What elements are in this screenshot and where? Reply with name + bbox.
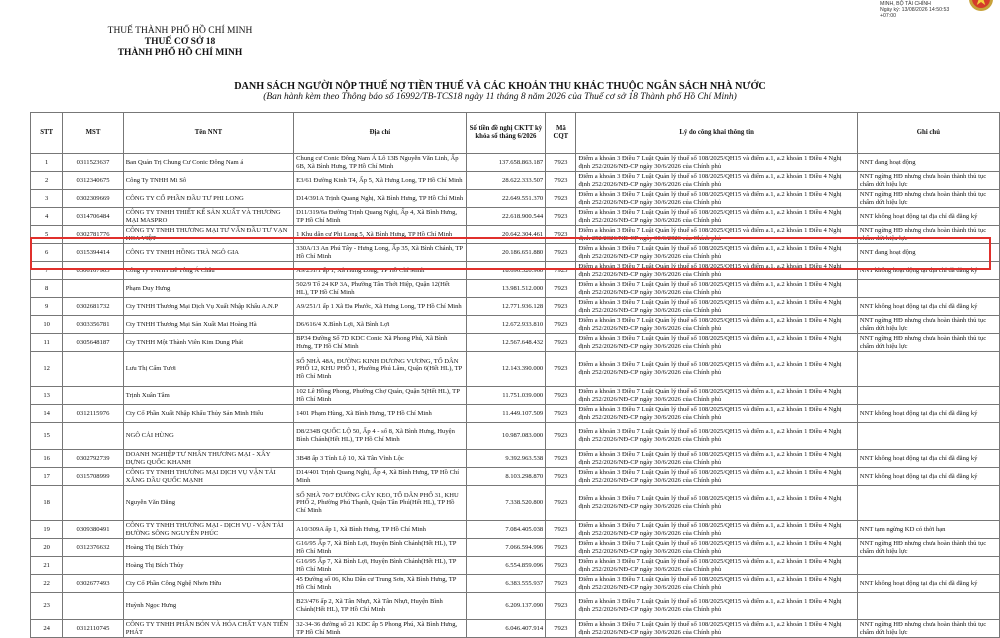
cell-note	[857, 387, 999, 405]
cell-address: E3/61 Đường Kinh T4, Ấp 5, Xã Hưng Long, TP Hồ Chí Minh	[294, 172, 466, 190]
cell-address: 45 Đường số 06, Khu Dân cư Trung Sơn, Xã Bình Hưng, TP Hồ Chí Minh	[294, 575, 466, 593]
cell-name: Ban Quản Trị Chung Cư Conic Đông Nam á	[123, 154, 293, 172]
cell-note: NNT ngừng HĐ nhưng chưa hoàn thành thủ tục chấm dứt hiệu lực	[857, 190, 999, 208]
table-row	[31, 593, 1000, 620]
cell-cqt: 7923	[546, 316, 576, 334]
cell-mst: 0312110745	[63, 620, 123, 638]
cell-name: Huỳnh Ngọc Hưng	[123, 593, 293, 620]
cell-stt: 3	[31, 190, 63, 208]
cell-cqt: 7923	[546, 521, 576, 539]
cell-note: NNT ngừng HĐ nhưng chưa hoàn thành thủ tục chấm dứt hiệu lực	[857, 334, 999, 352]
cell-reason: Điểm a khoản 3 Điều 7 Luật Quản lý thuế số 108/2025/QH15 và điểm a.1, a.2 khoản 1 Điều 4 Nghị định 252/2026/NĐ-CP ngày 30/6/2026 của Chính phủ	[576, 557, 857, 575]
cell-reason: Điểm a khoản 3 Điều 7 Luật Quản lý thuế số 108/2025/QH15 và điểm a.1, a.2 khoản 1 Điều 4 Nghị định 252/2026/NĐ-CP ngày 30/6/2026 của Chính phủ	[576, 334, 857, 352]
table-header-row	[31, 113, 1000, 154]
cell-reason: Điểm a khoản 3 Điều 7 Luật Quản lý thuế số 108/2025/QH15 và điểm a.1, a.2 khoản 1 Điều 4 Nghị định 252/2026/NĐ-CP ngày 30/6/2026 của Chính phủ	[576, 298, 857, 316]
cell-address: A10/309A ấp 1, Xã Bình Hưng, TP Hồ Chí Minh	[294, 521, 466, 539]
cell-cqt: 7923	[546, 226, 576, 244]
issuing-agency	[80, 26, 280, 59]
cell-stt: 23	[31, 593, 63, 620]
cell-name: NGÔ CẢI HÙNG	[123, 423, 293, 450]
cell-mst	[63, 593, 123, 620]
cell-mst: 0302792739	[63, 450, 123, 468]
cell-amount: 10.987.083.000	[466, 423, 546, 450]
cell-name: Hoàng Thị Bích Thủy	[123, 539, 293, 557]
cell-cqt: 7923	[546, 557, 576, 575]
cell-stt: 12	[31, 352, 63, 387]
cell-cqt: 7923	[546, 298, 576, 316]
col-address: Địa chỉ	[294, 113, 466, 154]
table-row	[31, 521, 1000, 539]
cell-amount: 11.751.039.000	[466, 387, 546, 405]
cell-name: Cty TNHH Thương Mại Sản Xuất Mai Hoàng Hà	[123, 316, 293, 334]
cell-mst: 0306167903	[63, 262, 123, 280]
cell-stt: 14	[31, 405, 63, 423]
cell-amount: 6.554.859.096	[466, 557, 546, 575]
document-title: DANH SÁCH NGƯỜI NỘP THUẾ NỢ TIỀN THUẾ VÀ CÁC KHOẢN THU KHÁC THUỘC NGÂN SÁCH NHÀ NƯỚC	[234, 81, 766, 92]
cell-cqt: 7923	[546, 262, 576, 280]
cell-reason: Điểm a khoản 3 Điều 7 Luật Quản lý thuế số 108/2025/QH15 và điểm a.1, a.2 khoản 1 Điều 4 Nghị định 252/2026/NĐ-CP ngày 30/6/2026 của Chính phủ	[576, 521, 857, 539]
cell-note: NNT không hoạt động tại địa chỉ đã đăng ký	[857, 575, 999, 593]
cell-address: 3B48 ấp 3 Tỉnh Lộ 10, Xã Tân Vĩnh Lộc	[294, 450, 466, 468]
cell-name: Nguyễn Văn Đẳng	[123, 486, 293, 521]
cell-cqt: 7923	[546, 423, 576, 450]
cell-address: 1401 Phạm Hùng, Xã Bình Hưng, TP Hồ Chí Minh	[294, 405, 466, 423]
cell-note: NNT ngừng HĐ nhưng chưa hoàn thành thủ tục chấm dứt hiệu lực	[857, 172, 999, 190]
cell-reason: Điểm a khoản 3 Điều 7 Luật Quản lý thuế số 108/2025/QH15 và điểm a.1, a.2 khoản 1 Điều 4 Nghị định 252/2026/NĐ-CP ngày 30/6/2026 của Chính phủ	[576, 208, 857, 226]
cell-cqt: 7923	[546, 172, 576, 190]
cell-amount: 12.143.390.000	[466, 352, 546, 387]
document-subtitle: (Ban hành kèm theo Thông báo số 16992/TB-TCS18 ngày 11 tháng 8 năm 2026 của Thuế cơ sở 18 Thành phố Hồ Chí Minh)	[263, 92, 737, 102]
cell-name: Trịnh Xuân Tâm	[123, 387, 293, 405]
cell-cqt: 7923	[546, 387, 576, 405]
cell-stt: 9	[31, 298, 63, 316]
cell-mst: 0314706484	[63, 208, 123, 226]
cell-amount: 20.642.304.461	[466, 226, 546, 244]
cell-reason: Điểm a khoản 3 Điều 7 Luật Quản lý thuế số 108/2025/QH15 và điểm a.1, a.2 khoản 1 Điều 4 Nghị định 252/2026/NĐ-CP ngày 30/6/2026 của Chính phủ	[576, 423, 857, 450]
cell-mst: 0305648187	[63, 334, 123, 352]
table-row	[31, 423, 1000, 450]
cell-stt: 8	[31, 280, 63, 298]
cell-name: Cty Cổ Phần Công Nghệ Nhơn Hữu	[123, 575, 293, 593]
cell-stt: 10	[31, 316, 63, 334]
cell-mst	[63, 423, 123, 450]
cell-cqt: 7923	[546, 620, 576, 638]
cell-name: CÔNG TY TNHH THƯƠNG MẠI DỊCH VỤ VẬN TẢI XĂNG DẦU QUỐC MẠNH	[123, 468, 293, 486]
cell-stt: 15	[31, 423, 63, 450]
cell-note: NNT không hoạt động tại địa chỉ đã đăng ký	[857, 468, 999, 486]
table-row	[31, 486, 1000, 521]
cell-stt: 1	[31, 154, 63, 172]
cell-stt: 16	[31, 450, 63, 468]
table-body	[31, 154, 1000, 638]
cell-note	[857, 557, 999, 575]
cell-mst	[63, 486, 123, 521]
cell-reason: Điểm a khoản 3 Điều 7 Luật Quản lý thuế số 108/2025/QH15 và điểm a.1, a.2 khoản 1 Điều 4 Nghị định 252/2026/NĐ-CP ngày 30/6/2026 của Chính phủ	[576, 405, 857, 423]
col-reason: Lý do công khai thông tin	[576, 113, 857, 154]
cell-stt: 5	[31, 226, 63, 244]
cell-address: 102 Lê Hồng Phong, Phường Chợ Quán, Quận 5(Hết HL), TP Hồ Chí Minh	[294, 387, 466, 405]
cell-address: D11/319/6a Đường Trịnh Quang Nghị, Ấp 4, Xã Bình Hưng, TP Hồ Chí Minh	[294, 208, 466, 226]
cell-address: D14/401 Trịnh Quang Nghị, Ấp 4, Xã Bình Hưng, TP Hồ Chí Minh	[294, 468, 466, 486]
cell-amount: 12.672.933.810	[466, 316, 546, 334]
cell-amount: 28.622.333.507	[466, 172, 546, 190]
table-row	[31, 468, 1000, 486]
cell-name: CÔNG TY CỔ PHẦN ĐẦU TƯ PHI LONG	[123, 190, 293, 208]
cell-cqt: 7923	[546, 486, 576, 521]
cell-name: CÔNG TY TNHH THƯƠNG MẠI TƯ VẤN ĐẦU TƯ VẠN HOA VIỆT	[123, 226, 293, 244]
cell-mst: 0302677493	[63, 575, 123, 593]
table-row	[31, 539, 1000, 557]
cell-reason: Điểm a khoản 3 Điều 7 Luật Quản lý thuế số 108/2025/QH15 và điểm a.1, a.2 khoản 1 Điều 4 Nghị định 252/2026/NĐ-CP ngày 30/6/2026 của Chính phủ	[576, 316, 857, 334]
cell-stt: 18	[31, 486, 63, 521]
cell-reason: Điểm a khoản 3 Điều 7 Luật Quản lý thuế số 108/2025/QH15 và điểm a.1, a.2 khoản 1 Điều 4 Nghị định 252/2026/NĐ-CP ngày 30/6/2026 của Chính phủ	[576, 486, 857, 521]
cell-mst	[63, 557, 123, 575]
cell-address: D8/234B QUỐC LỘ 50, Ấp 4 - số 8, Xã Bình Hưng, Huyện Bình Chánh(Hết HL), TP Hồ Chí Minh	[294, 423, 466, 450]
cell-amount: 7.084.405.038	[466, 521, 546, 539]
cell-name: Cty Cổ Phần Xuất Nhập Khẩu Thủy Sản Minh Hiếu	[123, 405, 293, 423]
cell-stt: 11	[31, 334, 63, 352]
cell-amount: 22.649.551.370	[466, 190, 546, 208]
cell-reason: Điểm a khoản 3 Điều 7 Luật Quản lý thuế số 108/2025/QH15 và điểm a.1, a.2 khoản 1 Điều 4 Nghị định 252/2026/NĐ-CP ngày 30/6/2026 của Chính phủ	[576, 190, 857, 208]
cell-cqt: 7923	[546, 575, 576, 593]
cell-amount: 8.103.298.870	[466, 468, 546, 486]
signer-line: MINH, BỘ TÀI CHÍNH	[880, 1, 931, 7]
table-row	[31, 226, 1000, 244]
cell-note	[857, 352, 999, 387]
cell-reason: Điểm a khoản 3 Điều 7 Luật Quản lý thuế số 108/2025/QH15 và điểm a.1, a.2 khoản 1 Điều 4 Nghị định 252/2026/NĐ-CP ngày 30/6/2026 của Chính phủ	[576, 352, 857, 387]
cell-note: NNT tạm ngừng KD có thời hạn	[857, 521, 999, 539]
cell-mst: 0315708999	[63, 468, 123, 486]
cell-cqt: 7923	[546, 208, 576, 226]
col-amount: Số tiền đề nghị CKTT kỳ khóa sổ tháng 6/2026	[466, 113, 546, 154]
table-row	[31, 405, 1000, 423]
state-emblem-icon	[968, 0, 994, 12]
cell-stt: 2	[31, 172, 63, 190]
cell-stt: 24	[31, 620, 63, 638]
table-row	[31, 575, 1000, 593]
cell-address: D14/391A Trịnh Quang Nghị, Xã Bình Hưng, TP Hồ Chí Minh	[294, 190, 466, 208]
cell-reason: Điểm a khoản 3 Điều 7 Luật Quản lý thuế số 108/2025/QH15 và điểm a.1, a.2 khoản 1 Điều 4 Nghị định 252/2026/NĐ-CP ngày 30/6/2026 của Chính phủ	[576, 280, 857, 298]
cell-cqt: 7923	[546, 450, 576, 468]
cell-mst: 0315394414	[63, 244, 123, 262]
cell-stt: 22	[31, 575, 63, 593]
cell-reason: Điểm a khoản 3 Điều 7 Luật Quản lý thuế số 108/2025/QH15 và điểm a.1, a.2 khoản 1 Điều 4 Nghị định 252/2026/NĐ-CP ngày 30/6/2026 của Chính phủ	[576, 539, 857, 557]
cell-stt: 17	[31, 468, 63, 486]
cell-note: NNT không hoạt động tại địa chỉ đã đăng ký	[857, 262, 999, 280]
cell-amount: 9.392.963.538	[466, 450, 546, 468]
cell-stt: 21	[31, 557, 63, 575]
cell-name: CÔNG TY TNHH THƯƠNG MẠI - DỊCH VỤ - VẬN TẢI ĐƯỜNG SÔNG NGUYÊN PHÚC	[123, 521, 293, 539]
cell-name: Công Ty TNHH Mi Sô	[123, 172, 293, 190]
cell-address: 502/9 Tổ 24 KP 3A, Phường Tân Thới Hiệp, Quận 12(Hết HL), TP Hồ Chí Minh	[294, 280, 466, 298]
cell-name: DOANH NGHIỆP TƯ NHÂN THƯƠNG MẠI - XÂY DỰNG QUỐC KHANH	[123, 450, 293, 468]
cell-mst: 0302309669	[63, 190, 123, 208]
table-row	[31, 280, 1000, 298]
cell-stt: 19	[31, 521, 63, 539]
cell-mst: 0311523637	[63, 154, 123, 172]
cell-address: 1 Khu dân cư Phi Long 5, Xã Bình Hưng, TP Hồ Chí Minh	[294, 226, 466, 244]
cell-address: SỐ NHÀ 48A, ĐƯỜNG KINH DƯƠNG VƯƠNG, TỔ DÂN PHỐ 12, KHU PHỐ 1, Phường Phú Lâm, Quận 6(Hết HL), TP Hồ Chí Minh	[294, 352, 466, 387]
agency-line-2: THUẾ CƠ SỞ 18	[144, 37, 216, 47]
cell-cqt: 7923	[546, 539, 576, 557]
cell-cqt: 7923	[546, 190, 576, 208]
cell-mst: 0312340675	[63, 172, 123, 190]
cell-cqt: 7923	[546, 405, 576, 423]
cell-mst: 0303356781	[63, 316, 123, 334]
cell-stt: 20	[31, 539, 63, 557]
cell-reason: Điểm a khoản 3 Điều 7 Luật Quản lý thuế số 108/2025/QH15 và điểm a.1, a.2 khoản 1 Điều 4 Nghị định 252/2026/NĐ-CP ngày 30/6/2026 của Chính phủ	[576, 593, 857, 620]
cell-name: Công Ty TNHH Bê Tông Á Châu	[123, 262, 293, 280]
agency-line-1: THUẾ THÀNH PHỐ HỒ CHÍ MINH	[107, 26, 253, 36]
cell-mst: 0312115976	[63, 405, 123, 423]
table-row	[31, 387, 1000, 405]
cell-address: D6/616/4 X.Bình Lợi, Xã Bình Lợi	[294, 316, 466, 334]
cell-reason: Điểm a khoản 3 Điều 7 Luật Quản lý thuế số 108/2025/QH15 và điểm a.1, a.2 khoản 1 Điều 4 Nghị định 252/2026/NĐ-CP ngày 30/6/2026 của Chính phủ	[576, 468, 857, 486]
cell-amount: 6.383.555.937	[466, 575, 546, 593]
col-stt: STT	[31, 113, 63, 154]
cell-reason: Điểm a khoản 3 Điều 7 Luật Quản lý thuế số 108/2025/QH15 và điểm a.1, a.2 khoản 1 Điều 4 Nghị định 252/2026/NĐ-CP ngày 30/6/2026 của Chính phủ	[576, 450, 857, 468]
cell-amount: 6.046.407.914	[466, 620, 546, 638]
cell-note: NNT ngừng HĐ nhưng chưa hoàn thành thủ tục chấm dứt hiệu lực	[857, 226, 999, 244]
cell-mst	[63, 280, 123, 298]
cell-mst: 0309380491	[63, 521, 123, 539]
cell-note: NNT ngừng HĐ nhưng chưa hoàn thành thủ tục chấm dứt hiệu lực	[857, 620, 999, 638]
cell-address: 32-34-36 đường số 21 KDC ấp 5 Phong Phú, Xã Bình Hưng, TP Hồ Chí Minh	[294, 620, 466, 638]
table-row	[31, 450, 1000, 468]
cell-note: NNT ngừng HĐ nhưng chưa hoàn thành thủ tục chấm dứt hiệu lực	[857, 539, 999, 557]
table-row	[31, 262, 1000, 280]
cell-note: NNT ngừng HĐ nhưng chưa hoàn thành thủ tục chấm dứt hiệu lực	[857, 316, 999, 334]
cell-address: G16/95 Ấp 7, Xã Bình Lợi, Huyện Bình Chánh(Hết HL), TP Hồ Chí Minh	[294, 557, 466, 575]
table-row	[31, 190, 1000, 208]
cell-amount: 12.771.936.128	[466, 298, 546, 316]
cell-cqt: 7923	[546, 468, 576, 486]
table-row	[31, 298, 1000, 316]
table-row	[31, 334, 1000, 352]
cell-reason: Điểm a khoản 3 Điều 7 Luật Quản lý thuế số 108/2025/QH15 và điểm a.1, a.2 khoản 1 Điều 4 Nghị định 252/2026/NĐ-CP ngày 30/6/2026 của Chính phủ	[576, 226, 857, 244]
table-row	[31, 208, 1000, 226]
col-mst: MST	[63, 113, 123, 154]
table-row	[31, 352, 1000, 387]
cell-cqt: 7923	[546, 154, 576, 172]
cell-address: G16/95 Ấp 7, Xã Bình Lợi, Huyện Bình Chánh(Hết HL), TP Hồ Chí Minh	[294, 539, 466, 557]
cell-amount: 20.186.651.880	[466, 244, 546, 262]
table-row	[31, 557, 1000, 575]
table-row	[31, 244, 1000, 262]
cell-amount: 13.981.512.000	[466, 280, 546, 298]
cell-note	[857, 486, 999, 521]
cell-address: A9/251/1 ấp 1 Xã Đa Phước, Xã Hưng Long, TP Hồ Chí Minh	[294, 298, 466, 316]
cell-amount: 7.066.594.996	[466, 539, 546, 557]
cell-cqt: 7923	[546, 334, 576, 352]
cell-name: CÔNG TY TNHH HỒNG TRÀ NGÔ GIA	[123, 244, 293, 262]
cell-reason: Điểm a khoản 3 Điều 7 Luật Quản lý thuế số 108/2025/QH15 và điểm a.1, a.2 khoản 1 Điều 4 Nghị định 252/2026/NĐ-CP ngày 30/6/2026 của Chính phủ	[576, 154, 857, 172]
cell-name: CÔNG TY TNHH PHÂN BÓN VÀ HÓA CHẤT VẠN TIẾN PHÁT	[123, 620, 293, 638]
cell-stt: 4	[31, 208, 63, 226]
cell-name: Phạm Duy Hưng	[123, 280, 293, 298]
signature-text	[880, 1, 962, 19]
col-name: Tên NNT	[123, 113, 293, 154]
cell-name: Cty TNHH Một Thành Viên Kim Dung Phát	[123, 334, 293, 352]
table-row	[31, 316, 1000, 334]
table-row	[31, 620, 1000, 638]
cell-address: BP34 Đường Số 7D KDC Conic Xã Phong Phú, Xã Bình Hưng, TP Hồ Chí Minh	[294, 334, 466, 352]
table-row	[31, 172, 1000, 190]
cell-stt: 7	[31, 262, 63, 280]
cell-note: NNT không hoạt động tại địa chỉ đã đăng ký	[857, 450, 999, 468]
cell-reason: Điểm a khoản 3 Điều 7 Luật Quản lý thuế số 108/2025/QH15 và điểm a.1, a.2 khoản 1 Điều 4 Nghị định 252/2026/NĐ-CP ngày 30/6/2026 của Chính phủ	[576, 262, 857, 280]
cell-amount: 12.567.648.432	[466, 334, 546, 352]
cell-name: Hoàng Thị Bích Thủy	[123, 557, 293, 575]
cell-cqt: 7923	[546, 352, 576, 387]
cell-cqt: 7923	[546, 244, 576, 262]
cell-mst	[63, 352, 123, 387]
cell-note: NNT không hoạt động tại địa chỉ đã đăng ký	[857, 405, 999, 423]
cell-name: Lưu Thị Cẩm Tươi	[123, 352, 293, 387]
digital-signature	[880, 0, 1000, 18]
cell-stt: 6	[31, 244, 63, 262]
cell-note	[857, 423, 999, 450]
cell-amount: 22.618.900.544	[466, 208, 546, 226]
taxpayer-debt-table	[30, 112, 1000, 638]
signed-at: Ngày ký: 13/08/2026 14:50:53 +07:00	[880, 7, 950, 19]
cell-mst: 0302681732	[63, 298, 123, 316]
cell-cqt: 7923	[546, 593, 576, 620]
cell-address: 330A/13 An Phú Tây - Hưng Long, Ấp 35, Xã Bình Chánh, TP Hồ Chí Minh	[294, 244, 466, 262]
cell-amount: 137.658.863.187	[466, 154, 546, 172]
cell-amount: 18.696.320.960	[466, 262, 546, 280]
cell-note: NNT đang hoạt động	[857, 244, 999, 262]
cell-cqt: 7923	[546, 280, 576, 298]
cell-note: NNT không hoạt động tại địa chỉ đã đăng ký	[857, 298, 999, 316]
cell-mst: 0302781776	[63, 226, 123, 244]
cell-amount: 6.209.137.090	[466, 593, 546, 620]
table-row	[31, 154, 1000, 172]
cell-address: SỐ NHÀ 70/7 ĐƯỜNG CÂY KEO, TỔ DÂN PHỐ 31, KHU PHỐ 2, Phường Phú Thạnh, Quận Tân Phú(Hết HL), TP Hồ Chí Minh	[294, 486, 466, 521]
cell-note	[857, 593, 999, 620]
cell-amount: 7.338.520.800	[466, 486, 546, 521]
cell-reason: Điểm a khoản 3 Điều 7 Luật Quản lý thuế số 108/2025/QH15 và điểm a.1, a.2 khoản 1 Điều 4 Nghị định 252/2026/NĐ-CP ngày 30/6/2026 của Chính phủ	[576, 620, 857, 638]
cell-reason: Điểm a khoản 3 Điều 7 Luật Quản lý thuế số 108/2025/QH15 và điểm a.1, a.2 khoản 1 Điều 4 Nghị định 252/2026/NĐ-CP ngày 30/6/2026 của Chính phủ	[576, 575, 857, 593]
agency-line-3: THÀNH PHỐ HỒ CHÍ MINH	[117, 48, 243, 58]
cell-note: NNT không hoạt động tại địa chỉ đã đăng ký	[857, 208, 999, 226]
cell-amount: 11.449.107.509	[466, 405, 546, 423]
cell-mst: 0312376632	[63, 539, 123, 557]
cell-name: CÔNG TY TNHH THIẾT KẾ SẢN XUẤT VÀ THƯƠNG MẠI MASPRO	[123, 208, 293, 226]
cell-reason: Điểm a khoản 3 Điều 7 Luật Quản lý thuế số 108/2025/QH15 và điểm a.1, a.2 khoản 1 Điều 4 Nghị định 252/2026/NĐ-CP ngày 30/6/2026 của Chính phủ	[576, 172, 857, 190]
cell-mst	[63, 387, 123, 405]
cell-reason: Điểm a khoản 3 Điều 7 Luật Quản lý thuế số 108/2025/QH15 và điểm a.1, a.2 khoản 1 Điều 4 Nghị định 252/2026/NĐ-CP ngày 30/6/2026 của Chính phủ	[576, 244, 857, 262]
cell-address: B23/476 ấp 2, Xã Tân Nhựt, Xã Tân Nhựt, Huyện Bình Chánh(Hết HL), TP Hồ Chí Minh	[294, 593, 466, 620]
cell-reason: Điểm a khoản 3 Điều 7 Luật Quản lý thuế số 108/2025/QH15 và điểm a.1, a.2 khoản 1 Điều 4 Nghị định 252/2026/NĐ-CP ngày 30/6/2026 của Chính phủ	[576, 387, 857, 405]
cell-name: Cty TNHH Thương Mại Dịch Vụ Xuất Nhập Khẩu A.N.P	[123, 298, 293, 316]
col-note: Ghi chú	[857, 113, 999, 154]
cell-address: A9/251/1 ấp 1, Xã Hưng Long, TP Hồ Chí Minh	[294, 262, 466, 280]
cell-stt: 13	[31, 387, 63, 405]
cell-note	[857, 280, 999, 298]
col-cqt: Mã CQT	[546, 113, 576, 154]
cell-address: Chung cư Conic Đông Nam Á Lô 13B Nguyễn Văn Linh, Ấp 6B, Xã Bình Hưng, TP Hồ Chí Minh	[294, 154, 466, 172]
cell-note: NNT đang hoạt động	[857, 154, 999, 172]
